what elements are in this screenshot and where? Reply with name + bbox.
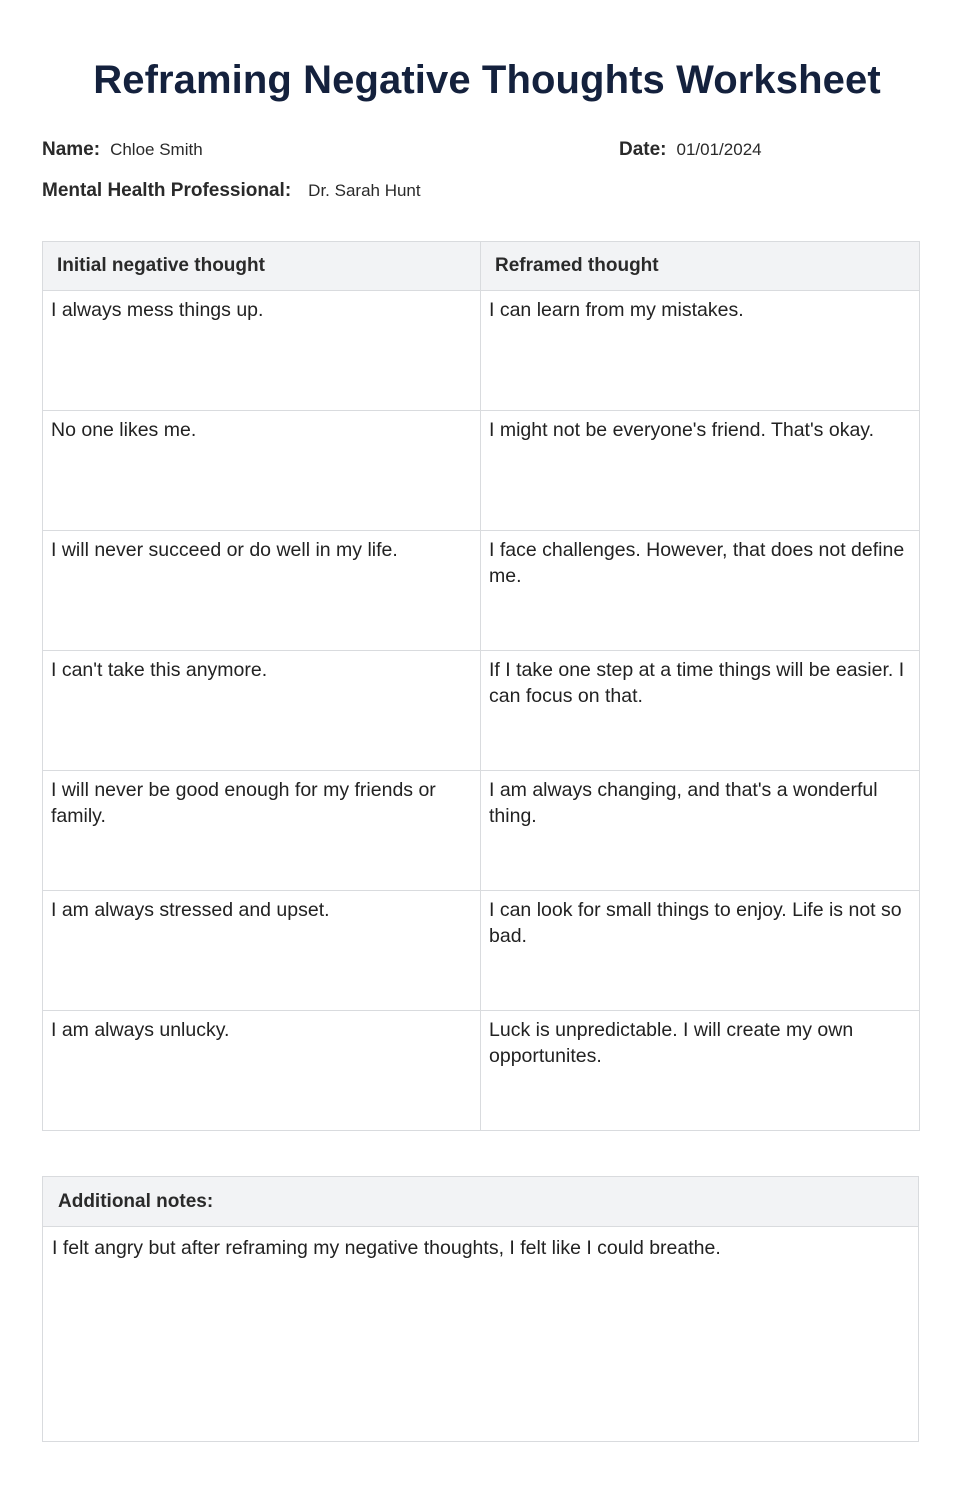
header-reframed-thought: Reframed thought	[481, 242, 920, 291]
reframed-thought-cell: I might not be everyone's friend. That's okay.	[481, 411, 920, 531]
reframed-thought-cell: I face challenges. However, that does not define me.	[481, 531, 920, 651]
professional-field	[42, 180, 421, 202]
reframed-thought-cell: I can learn from my mistakes.	[481, 291, 920, 411]
initial-thought-cell: I am always stressed and upset.	[43, 891, 481, 1011]
thoughts-table	[42, 241, 920, 1131]
date-value: 01/01/2024	[676, 140, 762, 159]
name-field	[42, 139, 203, 161]
name-label: Name:	[42, 139, 101, 160]
page-title: Reframing Negative Thoughts Worksheet	[93, 58, 881, 102]
table-header-row	[43, 242, 920, 291]
additional-notes-text: I felt angry but after reframing my negative thoughts, I felt like I could breathe.	[52, 1237, 721, 1259]
additional-notes-label: Additional notes:	[43, 1177, 918, 1227]
table-row	[43, 891, 920, 1011]
initial-thought-cell: I can't take this anymore.	[43, 651, 481, 771]
table-row	[43, 651, 920, 771]
table-row	[43, 291, 920, 411]
reframed-thought-cell: If I take one step at a time things will be easier. I can focus on that.	[481, 651, 920, 771]
date-field	[619, 139, 762, 161]
table-row	[43, 771, 920, 891]
reframed-thought-cell: Luck is unpredictable. I will create my own opportunites.	[481, 1011, 920, 1131]
reframed-thought-cell: I can look for small things to enjoy. Life is not so bad.	[481, 891, 920, 1011]
additional-notes-box	[42, 1176, 919, 1442]
table-row	[43, 1011, 920, 1131]
professional-value: Dr. Sarah Hunt	[308, 181, 421, 200]
professional-label: Mental Health Professional:	[42, 180, 292, 201]
initial-thought-cell: No one likes me.	[43, 411, 481, 531]
reframed-thought-cell: I am always changing, and that's a wonderful thing.	[481, 771, 920, 891]
header-initial-thought: Initial negative thought	[43, 242, 481, 291]
initial-thought-cell: I will never succeed or do well in my life.	[43, 531, 481, 651]
date-label: Date:	[619, 139, 667, 160]
table-row	[43, 411, 920, 531]
table-row	[43, 531, 920, 651]
name-value: Chloe Smith	[110, 140, 203, 159]
initial-thought-cell: I always mess things up.	[43, 291, 481, 411]
initial-thought-cell: I am always unlucky.	[43, 1011, 481, 1131]
initial-thought-cell: I will never be good enough for my friends or family.	[43, 771, 481, 891]
